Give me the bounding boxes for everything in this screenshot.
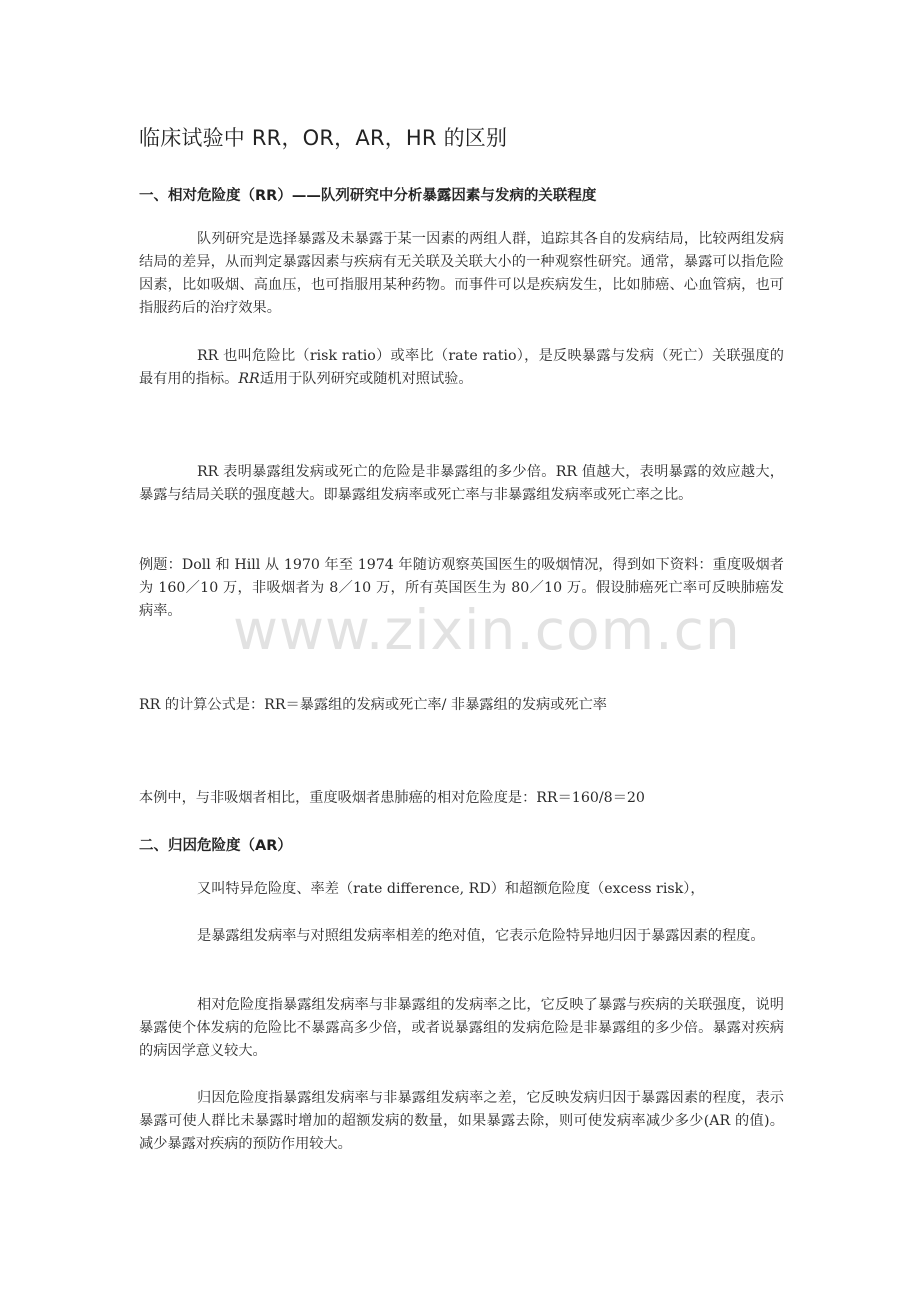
- document-title: 临床试验中 RR，OR，AR，HR 的区别: [139, 126, 508, 150]
- section-heading-ar: 二、归因危险度（AR）: [139, 838, 292, 854]
- paragraph-formula: RR 的计算公式是：RR＝暴露组的发病或死亡率/ 非暴露组的发病或死亡率: [139, 697, 607, 713]
- paragraph-result: 本例中，与非吸烟者相比，重度吸烟者患肺癌的相对危险度是：RR＝160/8＝20: [139, 790, 645, 806]
- paragraph-example: 例题：Doll 和 Hill 从 1970 年至 1974 年随访观察英国医生的吸烟情况，得到如下资料：重度吸烟者为 160／10 万，非吸烟者为 8／10 万，所有英国医生为 80／10 万。假设肺癌死亡率可反映肺癌发病率。: [139, 557, 784, 619]
- paragraph-rr-vs-ar: 相对危险度指暴露组发病率与非暴露组的发病率之比，它反映了暴露与疾病的关联强度，说明暴露使个体发病的危险比不暴露高多少倍，或者说暴露组的发病危险是非暴露组的多少倍。暴露对疾病的病因学意义较大。: [139, 997, 784, 1059]
- paragraph-ar-meaning: 归因危险度指暴露组发病率与非暴露组发病率之差，它反映发病归因于暴露因素的程度，表示暴露可使人群比未暴露时增加的超额发病的数量，如果暴露去除，则可使发病率减少多少(AR 的值)。减少暴露对疾病的预防作用较大。: [139, 1090, 784, 1152]
- rr-usage-text: 适用于队列研究或随机对照试验。: [259, 371, 473, 387]
- paragraph-rr-definition: [139, 345, 784, 391]
- watermark: www.zixin.com.cn: [233, 598, 741, 662]
- section-heading-rr: 一、相对危险度（RR）——队列研究中分析暴露因素与发病的关联程度: [139, 188, 597, 204]
- paragraph-ar-alias: 又叫特异危险度、率差（rate difference, RD）和超额危险度（excess risk），: [197, 881, 705, 897]
- paragraph-rr-meaning: RR 表明暴露组发病或死亡的危险是非暴露组的多少倍。RR 值越大，表明暴露的效应越大，暴露与结局关联的强度越大。即暴露组发病率或死亡率与非暴露组发病率或死亡率之比。: [139, 464, 784, 503]
- rr-definition-text: RR 也叫危险比（risk ratio）或率比（rate ratio），是反映暴露与发病（死亡）关联强度的最有用的指标。: [139, 348, 784, 387]
- paragraph-ar-definition: 是暴露组发病率与对照组发病率相差的绝对值，它表示危险特异地归因于暴露因素的程度。: [197, 928, 765, 944]
- rr-italic-text: RR: [238, 371, 260, 387]
- paragraph-cohort-study: 队列研究是选择暴露及未暴露于某一因素的两组人群，追踪其各自的发病结局，比较两组发病结局的差异，从而判定暴露因素与疾病有无关联及关联大小的一种观察性研究。通常，暴露可以指危险因素，比如吸烟、高血压，也可指服用某种药物。而事件可以是疾病发生，比如肺癌、心血管病，也可指服药后的治疗效果。: [139, 231, 784, 316]
